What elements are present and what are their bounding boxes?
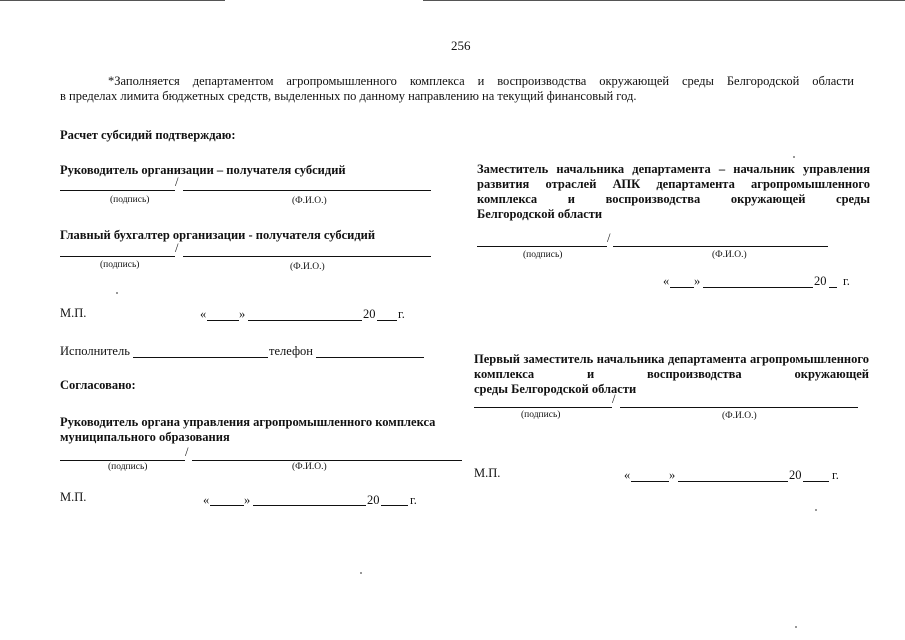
confirm-heading: Расчет субсидий подтверждаю: <box>60 128 236 142</box>
date-day-line-2[interactable] <box>210 505 244 506</box>
scan-speck <box>795 626 797 628</box>
right-date-year-line-2[interactable] <box>803 481 829 482</box>
accountant-slash: / <box>175 241 179 255</box>
date-month-line-2[interactable] <box>253 505 366 506</box>
stamp-label-2: М.П. <box>60 490 87 504</box>
footnote-line-1: *Заполняется департаментом агропромышленного комплекса и воспроизводства окружающей среды Белгородской области <box>108 74 854 88</box>
municipal-sign-line[interactable] <box>60 460 185 461</box>
right-stamp-label: М.П. <box>474 466 501 480</box>
deputy-sign-line[interactable] <box>477 246 607 247</box>
phone-label: телефон <box>269 344 313 358</box>
date-year-line-2[interactable] <box>381 505 408 506</box>
deputy-head-title: Заместитель начальника департамента – начальник управления развития отраслей АПК департамента агропромышленного комплекса и воспроизводства окружающей среды <box>477 162 870 206</box>
year-prefix-2: 20 <box>367 493 380 507</box>
municipal-fio-caption: (Ф.И.О.) <box>292 462 327 472</box>
scan-speck <box>116 292 118 294</box>
scan-edge-right <box>423 0 905 1</box>
first-deputy-title: Первый заместитель начальника департамента агропромышленного комплекса и воспроизводства окружающей <box>474 352 869 381</box>
executor-line[interactable] <box>133 357 268 358</box>
year-prefix-1: 20 <box>363 307 376 321</box>
first-deputy-fio-line[interactable] <box>620 407 858 408</box>
right-year-suffix-2: г. <box>832 468 839 482</box>
right-year-prefix-2: 20 <box>789 468 802 482</box>
phone-line[interactable] <box>316 357 424 358</box>
date-month-line-1[interactable] <box>248 320 362 321</box>
date-year-line-1[interactable] <box>377 320 397 321</box>
chief-accountant-title: Главный бухгалтер организации - получателя субсидий <box>60 228 376 242</box>
right-date-month-line-1[interactable] <box>703 287 813 288</box>
deputy-head-title-last: Белгородской области <box>477 207 603 221</box>
first-deputy-title-last: среды Белгородской области <box>474 382 637 396</box>
page-number: 256 <box>451 38 471 53</box>
org-head-sign-line[interactable] <box>60 190 175 191</box>
right-date-year-line-1[interactable] <box>829 287 837 288</box>
org-head-slash: / <box>175 175 179 189</box>
year-suffix-1: г. <box>398 307 405 321</box>
right-date-open-quote-1: « <box>663 274 670 288</box>
deputy-slash: / <box>607 231 611 245</box>
accountant-sign-caption: (подпись) <box>100 260 140 270</box>
scan-edge-left <box>0 0 225 1</box>
accountant-fio-line[interactable] <box>183 256 431 257</box>
deputy-fio-caption: (Ф.И.О.) <box>712 250 747 260</box>
first-deputy-sign-line[interactable] <box>474 407 612 408</box>
executor-label: Исполнитель <box>60 344 130 358</box>
scan-speck <box>815 509 817 511</box>
date-open-quote-2: « <box>203 493 210 507</box>
year-suffix-2: г. <box>410 493 417 507</box>
municipal-fio-line[interactable] <box>192 460 462 461</box>
municipal-head-title: Руководитель органа управления агропромышленного комплекса муниципального образования <box>60 415 436 444</box>
accountant-fio-caption: (Ф.И.О.) <box>290 262 325 272</box>
scan-speck <box>360 572 362 574</box>
org-head-fio-line[interactable] <box>183 190 431 191</box>
org-head-title: Руководитель организации – получателя субсидий <box>60 163 346 177</box>
deputy-sign-caption: (подпись) <box>523 250 563 260</box>
first-deputy-sign-caption: (подпись) <box>521 410 561 420</box>
first-deputy-slash: / <box>612 392 616 406</box>
scan-speck <box>793 156 795 158</box>
right-date-close-quote-2: » <box>669 468 676 482</box>
accountant-sign-line[interactable] <box>60 256 175 257</box>
right-date-day-line-1[interactable] <box>670 287 694 288</box>
date-close-quote-1: » <box>239 307 246 321</box>
date-close-quote-2: » <box>244 493 251 507</box>
municipal-sign-caption: (подпись) <box>108 462 148 472</box>
right-date-close-quote-1: » <box>694 274 701 288</box>
agreed-heading: Согласовано: <box>60 378 136 392</box>
org-head-sign-caption: (подпись) <box>110 195 150 205</box>
right-date-day-line-2[interactable] <box>631 481 669 482</box>
first-deputy-fio-caption: (Ф.И.О.) <box>722 411 757 421</box>
right-year-prefix-1: 20 <box>814 274 827 288</box>
right-year-suffix-1: г. <box>843 274 850 288</box>
municipal-slash: / <box>185 445 189 459</box>
date-day-line-1[interactable] <box>207 320 239 321</box>
right-date-open-quote-2: « <box>624 468 631 482</box>
deputy-fio-line[interactable] <box>613 246 828 247</box>
stamp-label-1: М.П. <box>60 306 87 320</box>
date-open-quote-1: « <box>200 307 207 321</box>
org-head-fio-caption: (Ф.И.О.) <box>292 196 327 206</box>
right-date-month-line-2[interactable] <box>678 481 788 482</box>
footnote-line-2: в пределах лимита бюджетных средств, выделенных по данному направлению на текущий финансовый год. <box>60 89 637 103</box>
